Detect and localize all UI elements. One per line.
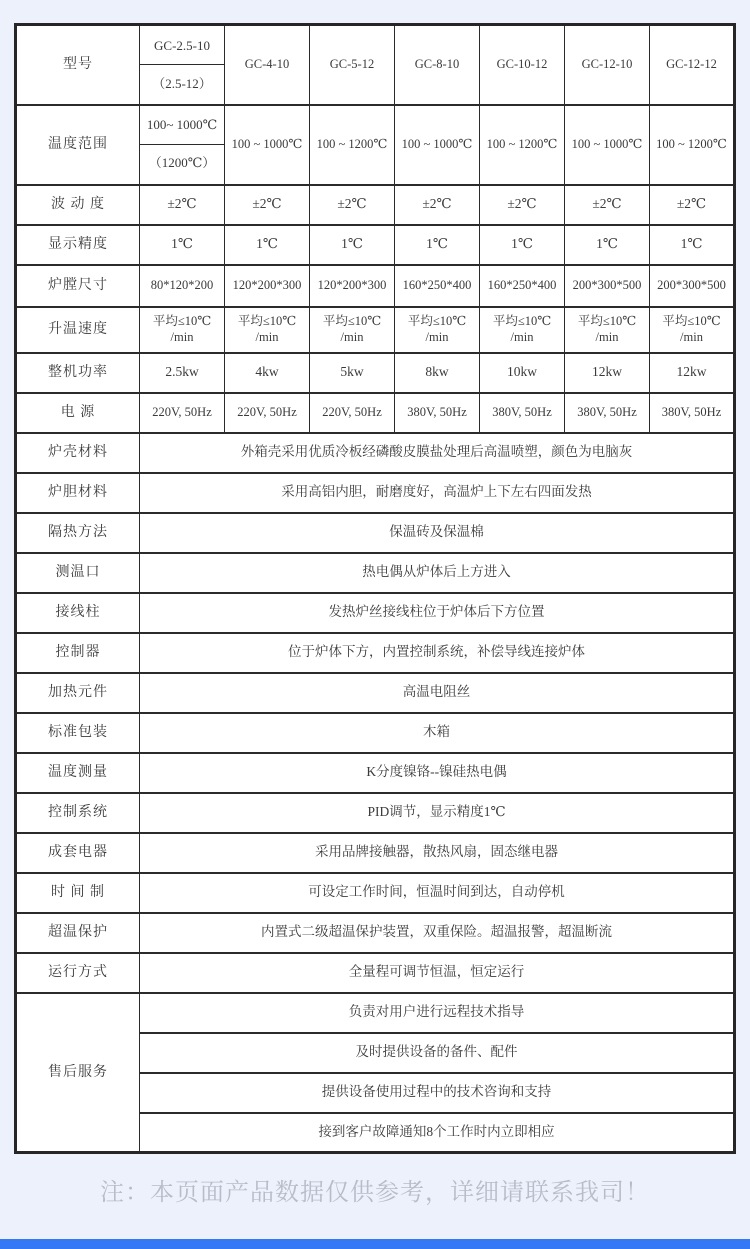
shell-material-value: 外箱壳采用优质冷板经磷酸皮膜盐处理后高温喷塑，颜色为电脑灰: [140, 433, 735, 473]
row-label-after-sales: 售后服务: [16, 993, 140, 1153]
heating-rate-cell: [565, 307, 650, 353]
electrics-value: 采用品牌接触器，散热风扇，固态继电器: [140, 833, 735, 873]
heating-rate-cell: [480, 307, 565, 353]
row-timer: [16, 873, 735, 913]
chamber-size-cell: 200*300*500: [650, 265, 735, 307]
control-system-value: PID调节，显示精度1℃: [140, 793, 735, 833]
row-shell-material: [16, 433, 735, 473]
supply-cell: 220V, 50Hz: [310, 393, 395, 433]
power-cell: 2.5kw: [140, 353, 225, 393]
chamber-size-cell: 200*300*500: [565, 265, 650, 307]
heating-element-value: 高温电阻丝: [140, 673, 735, 713]
model-cell: GC-12-10: [565, 25, 650, 105]
row-label-operation-mode: 运行方式: [16, 953, 140, 993]
row-heating-rate: [16, 307, 735, 353]
after-sales-item: 提供设备使用过程中的技术咨询和支持: [140, 1073, 735, 1113]
row-terminal: [16, 593, 735, 633]
fluctuation-cell: ±2℃: [395, 185, 480, 225]
fluctuation-cell: ±2℃: [140, 185, 225, 225]
row-label-temp-range: 温度范围: [16, 105, 140, 185]
temp-port-value: 热电偶从炉体后上方进入: [140, 553, 735, 593]
row-controller: [16, 633, 735, 673]
row-label-heating-element: 加热元件: [16, 673, 140, 713]
power-cell: 12kw: [650, 353, 735, 393]
heating-rate-cell: [225, 307, 310, 353]
row-overtemp-protection: [16, 913, 735, 953]
row-label-insulation: 隔热方法: [16, 513, 140, 553]
heating-rate-line1: 平均≤10℃: [577, 313, 637, 328]
row-heating-element: [16, 673, 735, 713]
row-label-shell-material: 炉壳材料: [16, 433, 140, 473]
product-spec-table: [14, 23, 736, 1154]
temp-range-cell: 100 ~ 1000℃: [395, 105, 480, 185]
row-label-display-precision: 显示精度: [16, 225, 140, 265]
temp-range-cell: 100 ~ 1000℃: [565, 105, 650, 185]
supply-cell: 220V, 50Hz: [225, 393, 310, 433]
heating-rate-cell: [650, 307, 735, 353]
row-temp-range: [16, 105, 735, 185]
heating-rate-line2: /min: [595, 329, 619, 344]
heating-rate-cell: [395, 307, 480, 353]
model-cell: GC-10-12: [480, 25, 565, 105]
row-control-system: [16, 793, 735, 833]
power-cell: 10kw: [480, 353, 565, 393]
row-label-liner-material: 炉胆材料: [16, 473, 140, 513]
row-label-timer: 时 间 制: [16, 873, 140, 913]
precision-cell: 1℃: [565, 225, 650, 265]
after-sales-item: 负责对用户进行远程技术指导: [140, 993, 735, 1033]
row-electrics: [16, 833, 735, 873]
temp-range-cell: 100 ~ 1200℃: [650, 105, 735, 185]
model-cell: GC-8-10: [395, 25, 480, 105]
row-operation-mode: [16, 953, 735, 993]
heating-rate-line1: 平均≤10℃: [662, 313, 721, 328]
row-label-supply: 电 源: [16, 393, 140, 433]
fluctuation-cell: ±2℃: [310, 185, 395, 225]
terminal-value: 发热炉丝接线柱位于炉体后下方位置: [140, 593, 735, 633]
row-label-control-system: 控制系统: [16, 793, 140, 833]
model-cell-split: [140, 25, 225, 105]
heating-rate-line2: /min: [680, 329, 703, 344]
row-label-power: 整机功率: [16, 353, 140, 393]
fluctuation-cell: ±2℃: [225, 185, 310, 225]
heating-rate-line1: 平均≤10℃: [492, 313, 552, 328]
precision-cell: 1℃: [310, 225, 395, 265]
heating-rate-line1: 平均≤10℃: [407, 313, 467, 328]
power-cell: 4kw: [225, 353, 310, 393]
row-label-fluctuation: 波 动 度: [16, 185, 140, 225]
row-liner-material: [16, 473, 735, 513]
chamber-size-cell: 120*200*300: [310, 265, 395, 307]
row-model: [16, 25, 735, 105]
model-cell-bottom: （2.5-12）: [152, 75, 212, 91]
row-supply: [16, 393, 735, 433]
row-insulation: [16, 513, 735, 553]
row-label-packaging: 标准包装: [16, 713, 140, 753]
row-after-sales: [16, 993, 735, 1033]
precision-cell: 1℃: [395, 225, 480, 265]
chamber-size-cell: 160*250*400: [395, 265, 480, 307]
overtemp-protection-value: 内置式二级超温保护装置，双重保险。超温报警，超温断流: [140, 913, 735, 953]
heating-rate-line1: 平均≤10℃: [237, 313, 297, 328]
temp-range-cell-bottom: （1200℃）: [148, 155, 216, 171]
row-fluctuation: [16, 185, 735, 225]
precision-cell: 1℃: [140, 225, 225, 265]
heating-rate-line2: /min: [510, 329, 534, 344]
row-label-heating-rate: 升温速度: [16, 307, 140, 353]
footer-note: 注：本页面产品数据仅供参考，详细请联系我司！: [100, 1179, 650, 1206]
heating-rate-line1: 平均≤10℃: [322, 313, 382, 328]
packaging-value: 木箱: [140, 713, 735, 753]
fluctuation-cell: ±2℃: [565, 185, 650, 225]
row-temp-measure: [16, 753, 735, 793]
precision-cell: 1℃: [480, 225, 565, 265]
row-display-precision: [16, 225, 735, 265]
row-packaging: [16, 713, 735, 753]
row-label-temp-measure: 温度测量: [16, 753, 140, 793]
model-cell: GC-4-10: [225, 25, 310, 105]
heating-rate-line2: /min: [425, 329, 449, 344]
model-cell: GC-12-12: [650, 25, 735, 105]
supply-cell: 380V, 50Hz: [565, 393, 650, 433]
power-cell: 8kw: [395, 353, 480, 393]
precision-cell: 1℃: [225, 225, 310, 265]
power-cell: 5kw: [310, 353, 395, 393]
heating-rate-line2: /min: [340, 329, 364, 344]
heating-rate-cell: [140, 307, 225, 353]
supply-cell: 380V, 50Hz: [650, 393, 735, 433]
operation-mode-value: 全量程可调节恒温，恒定运行: [140, 953, 735, 993]
fluctuation-cell: ±2℃: [650, 185, 735, 225]
row-label-chamber-size: 炉膛尺寸: [16, 265, 140, 307]
temp-range-cell-split: [140, 105, 225, 185]
temp-measure-value: K分度镍铬--镍硅热电偶: [140, 753, 735, 793]
bottom-accent-bar: [0, 1239, 750, 1249]
controller-value: 位于炉体下方，内置控制系统，补偿导线连接炉体: [140, 633, 735, 673]
heating-rate-cell: [310, 307, 395, 353]
after-sales-item: 及时提供设备的备件、配件: [140, 1033, 735, 1073]
liner-material-value: 采用高铝内胆，耐磨度好，高温炉上下左右四面发热: [140, 473, 735, 513]
heating-rate-line2: /min: [170, 329, 194, 344]
chamber-size-cell: 120*200*300: [225, 265, 310, 307]
row-label-temp-port: 测温口: [16, 553, 140, 593]
temp-range-cell: 100 ~ 1200℃: [310, 105, 395, 185]
row-label-controller: 控制器: [16, 633, 140, 673]
row-chamber-size: [16, 265, 735, 307]
row-temp-port: [16, 553, 735, 593]
chamber-size-cell: 80*120*200: [140, 265, 225, 307]
model-cell: GC-5-12: [310, 25, 395, 105]
row-label-electrics: 成套电器: [16, 833, 140, 873]
heating-rate-line2: /min: [255, 329, 279, 344]
supply-cell: 380V, 50Hz: [480, 393, 565, 433]
row-label-model: 型号: [16, 25, 140, 105]
heating-rate-line1: 平均≤10℃: [152, 313, 212, 328]
row-label-overtemp-protection: 超温保护: [16, 913, 140, 953]
temp-range-cell: 100 ~ 1200℃: [480, 105, 565, 185]
model-cell-top: GC-2.5-10: [140, 27, 224, 65]
supply-cell: 380V, 50Hz: [395, 393, 480, 433]
supply-cell: 220V, 50Hz: [140, 393, 225, 433]
temp-range-cell: 100 ~ 1000℃: [225, 105, 310, 185]
precision-cell: 1℃: [650, 225, 735, 265]
temp-range-cell-top: 100~ 1000℃: [140, 107, 224, 145]
timer-value: 可设定工作时间，恒温时间到达，自动停机: [140, 873, 735, 913]
row-label-terminal: 接线柱: [16, 593, 140, 633]
chamber-size-cell: 160*250*400: [480, 265, 565, 307]
after-sales-item: 接到客户故障通知8个工作时内立即相应: [140, 1113, 735, 1153]
power-cell: 12kw: [565, 353, 650, 393]
fluctuation-cell: ±2℃: [480, 185, 565, 225]
row-power: [16, 353, 735, 393]
insulation-value: 保温砖及保温棉: [140, 513, 735, 553]
